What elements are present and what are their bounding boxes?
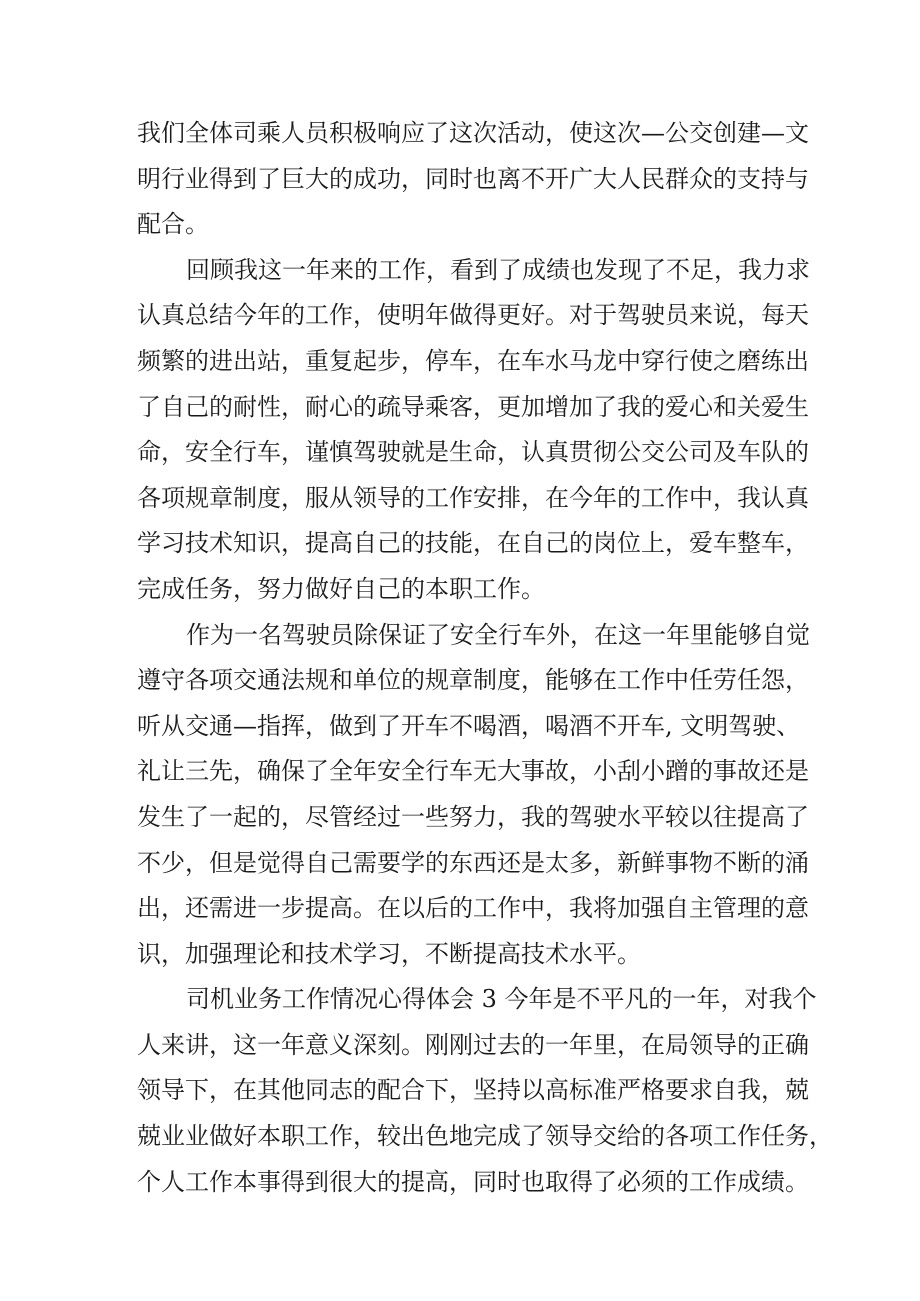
paragraph-3-line-5: 发生了一起的，尽管经过一些努力，我的驾驶水平较以往提高了 xyxy=(137,802,809,831)
paragraph-2-line-1: 回顾我这一年来的工作，看到了成绩也发现了不足，我力求 xyxy=(186,255,810,284)
paragraph-1-line-2: 明行业得到了巨大的成功，同时也离不开广大人民群众的支持与 xyxy=(137,164,809,193)
paragraph-1-line-3: 配合。 xyxy=(137,210,209,239)
paragraph-3-line-6: 不少，但是觉得自己需要学的东西还是太多，新鲜事物不断的涌 xyxy=(137,848,809,877)
paragraph-4-line-5: 个人工作本事得到很大的提高，同时也取得了必须的工作成绩。 xyxy=(137,1167,809,1196)
paragraph-4-line-3: 领导下，在其他同志的配合下，坚持以高标准严格要求自我，兢 xyxy=(137,1076,809,1105)
paragraph-2-line-4: 了自己的耐性，耐心的疏导乘客，更加增加了我的爱心和关爱生 xyxy=(137,392,809,421)
paragraph-2-line-5: 命，安全行车，谨慎驾驶就是生命，认真贯彻公交公司及车队的 xyxy=(137,438,809,467)
paragraph-3-line-8: 识，加强理论和技术学习，不断提高技术水平。 xyxy=(137,939,641,968)
document-body xyxy=(137,111,833,1205)
paragraph-3-line-1: 作为一名驾驶员除保证了安全行车外，在这一年里能够自觉 xyxy=(186,620,810,649)
paragraph-2-line-2: 认真总结今年的工作，使明年做得更好。对于驾驶员来说，每天 xyxy=(137,301,809,330)
paragraph-3-line-2: 遵守各项交通法规和单位的规章制度，能够在工作中任劳任怨， xyxy=(137,666,809,695)
paragraph-4-line-2: 人来讲，这一年意义深刻。刚刚过去的一年里，在局领导的正确 xyxy=(137,1030,809,1059)
paragraph-3-line-3: 听从交通—指挥，做到了开车不喝酒，喝酒不开车, 文明驾驶、 xyxy=(137,711,801,740)
paragraph-3-line-7: 出，还需进一步提高。在以后的工作中，我将加强自主管理的意 xyxy=(137,894,809,923)
paragraph-1-line-1: 我们全体司乘人员积极响应了这次活动，使这次—公交创建—文 xyxy=(137,119,809,147)
paragraph-2-line-7: 学习技术知识，提高自己的技能，在自己的岗位上，爱车整车， xyxy=(137,529,809,558)
paragraph-2-line-8: 完成任务，努力做好自己的本职工作。 xyxy=(137,574,545,603)
paragraph-2-line-3: 频繁的进出站，重复起步，停车，在车水马龙中穿行使之磨练出 xyxy=(137,346,809,375)
paragraph-2-line-6: 各项规章制度，服从领导的工作安排，在今年的工作中，我认真 xyxy=(137,483,809,512)
paragraph-4-line-1: 司机业务工作情况心得体会 3 今年是不平凡的一年，对我个 xyxy=(186,985,817,1014)
paragraph-4-line-4: 兢业业做好本职工作，较出色地完成了领导交给的各项工作任务， xyxy=(137,1122,833,1151)
paragraph-3-line-4: 礼让三先，确保了全年安全行车无大事故，小刮小蹭的事故还是 xyxy=(137,757,809,786)
